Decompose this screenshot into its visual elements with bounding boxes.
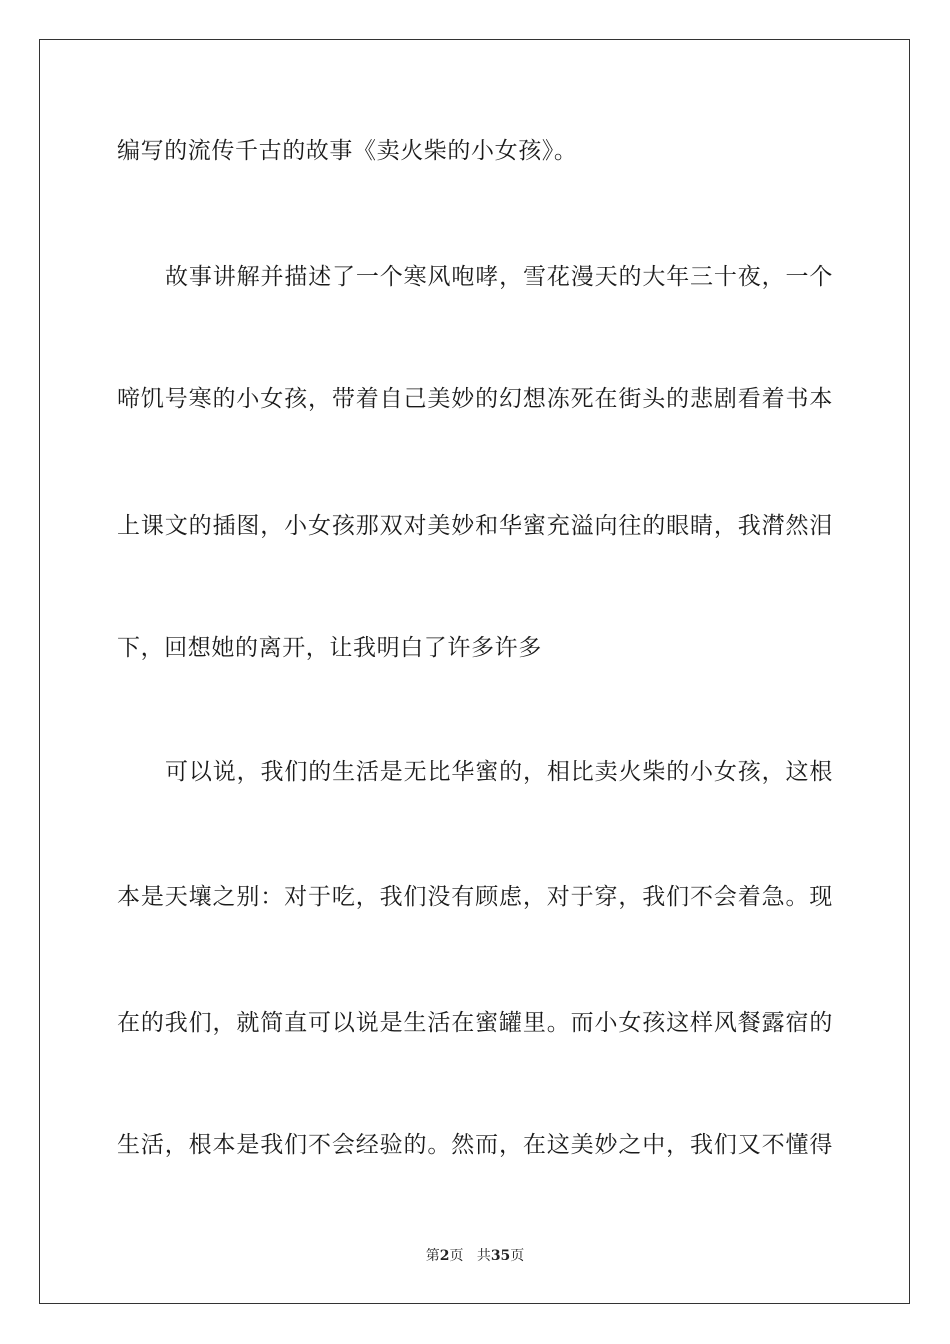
- paragraph-line-4: 上课文的插图，小女孩那双对美妙和华蜜充溢向往的眼睛，我潸然泪: [117, 513, 833, 539]
- total-pages: 35: [490, 1248, 511, 1264]
- page-label-suffix: 页: [449, 1248, 464, 1264]
- total-label-suffix: 页: [510, 1248, 525, 1264]
- page-label-prefix: 第: [425, 1248, 440, 1264]
- paragraph-line-7: 本是天壤之别：对于吃，我们没有顾虑，对于穿，我们不会着急。现: [117, 884, 833, 910]
- paragraph-line-5: 下，回想她的离开，让我明白了许多许多: [117, 635, 542, 661]
- page-border: [39, 39, 910, 1304]
- page-footer: [0, 1247, 950, 1265]
- page-number: 2: [439, 1248, 450, 1264]
- total-label-prefix: 共: [476, 1248, 491, 1264]
- paragraph-line-6: 可以说，我们的生活是无比华蜜的，相比卖火柴的小女孩，这根: [165, 759, 833, 785]
- paragraph-line-9: 生活，根本是我们不会经验的。然而，在这美妙之中，我们又不懂得: [117, 1132, 833, 1158]
- paragraph-line-1: 编写的流传千古的故事《卖火柴的小女孩》。: [117, 138, 578, 164]
- paragraph-line-3: 啼饥号寒的小女孩，带着自己美妙的幻想冻死在街头的悲剧看着书本: [117, 386, 833, 412]
- paragraph-line-2: 故事讲解并描述了一个寒风咆哮，雪花漫天的大年三十夜，一个: [165, 264, 833, 290]
- paragraph-line-8: 在的我们，就简直可以说是生活在蜜罐里。而小女孩这样风餐露宿的: [117, 1010, 833, 1036]
